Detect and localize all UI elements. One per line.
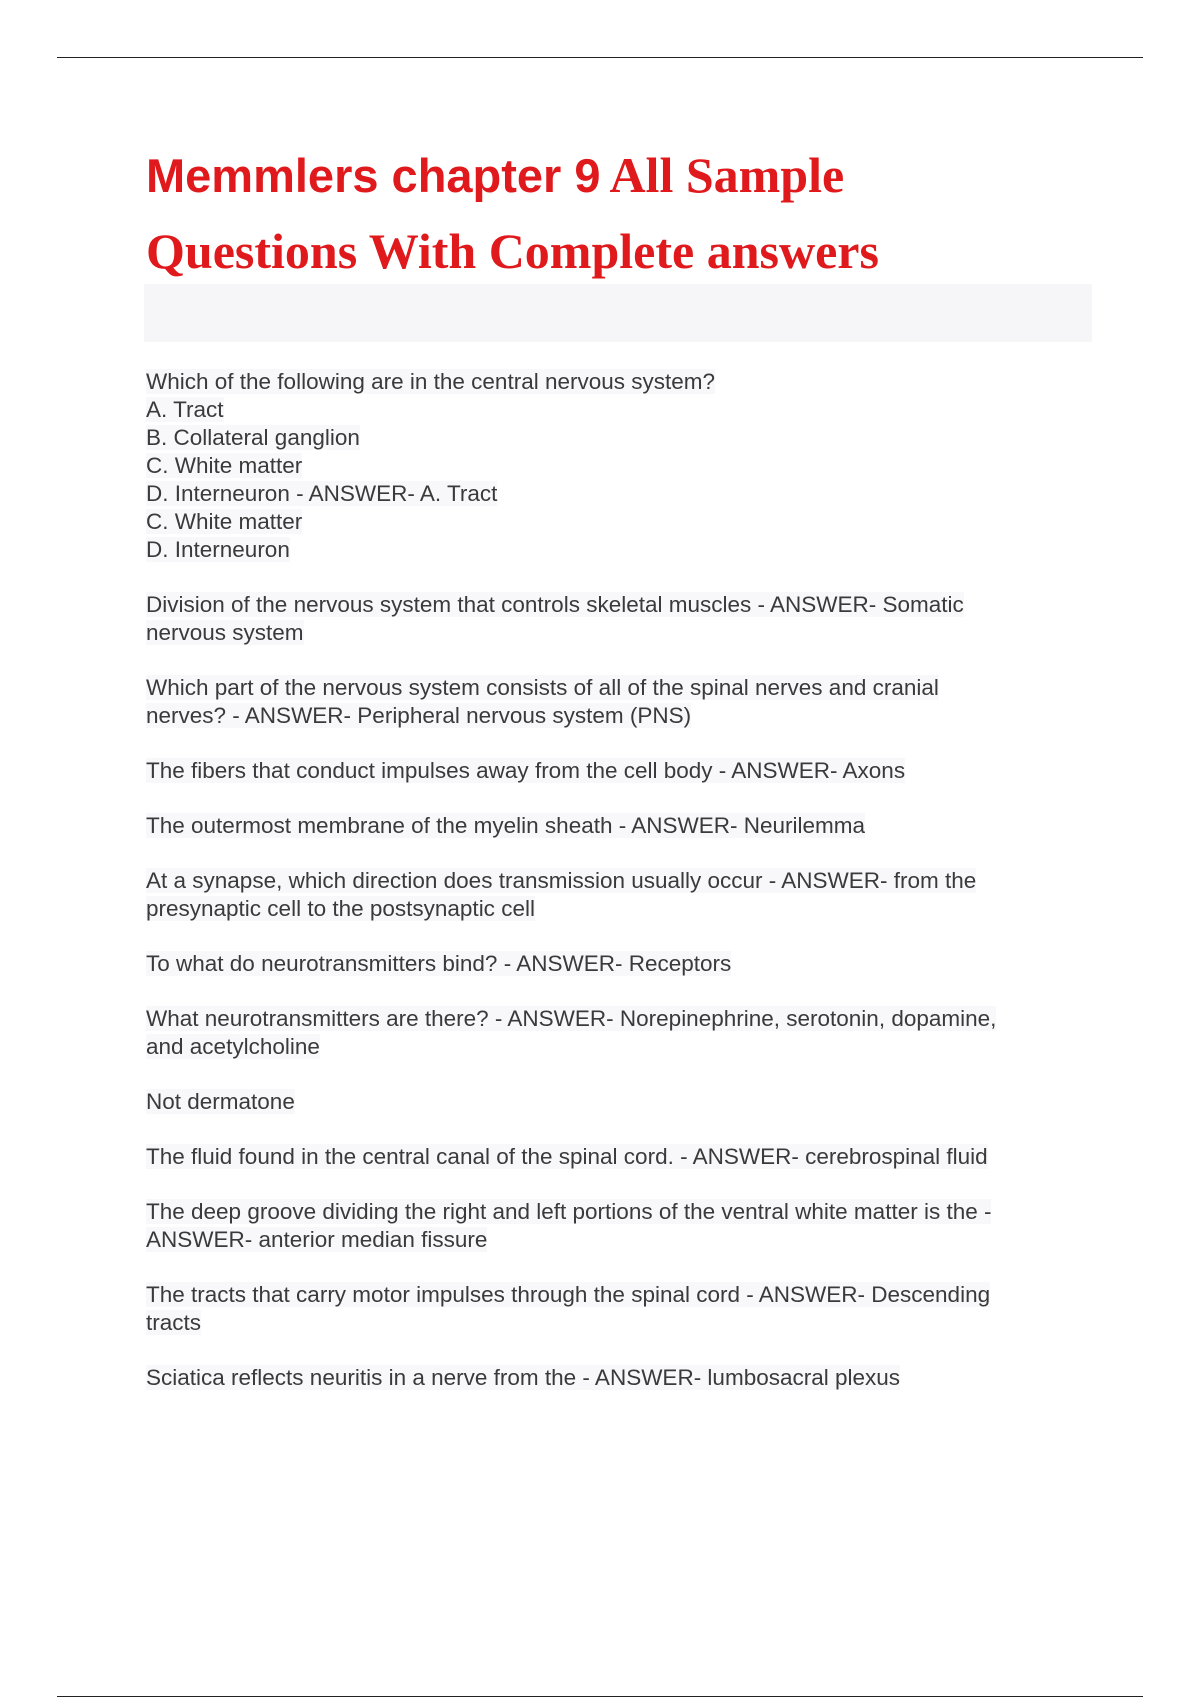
title-sans-part: Memmlers chapter 9 [146,149,601,202]
qa-text: The outermost membrane of the myelin sheath - ANSWER- Neurilemma [146,813,866,838]
title-serif-part-line1: All Sample [609,147,845,203]
qa-text: The fluid found in the central canal of the spinal cord. - ANSWER- cerebrospinal fluid [146,1144,988,1169]
qa-item [146,1143,1106,1171]
qa-text: Sciatica reflects neuritis in a nerve from the - ANSWER- lumbosacral plexus [146,1365,901,1390]
top-rule [57,57,1143,58]
bottom-rule [57,1696,1143,1697]
qa-text: Division of the nervous system that controls skeletal muscles - ANSWER- Somatic nervous system [146,592,964,645]
qa-item [146,1088,1106,1116]
qa-item [146,368,1106,564]
qa-list [146,368,1106,1419]
qa-text: Not dermatone [146,1089,295,1114]
document-title [146,140,1106,286]
qa-text: The tracts that carry motor impulses through the spinal cord - ANSWER- Descending tracts [146,1282,991,1335]
qa-item [146,1198,1106,1254]
qa-item [146,950,1106,978]
header-band [144,284,1092,342]
qa-text: At a synapse, which direction does transmission usually occur - ANSWER- from the presynaptic cell to the postsynaptic cell [146,868,977,921]
qa-item [146,757,1106,785]
qa-item [146,1364,1106,1392]
qa-item [146,1005,1106,1061]
qa-text: To what do neurotransmitters bind? - ANSWER- Receptors [146,951,732,976]
qa-item [146,812,1106,840]
qa-text: What neurotransmitters are there? - ANSWER- Norepinephrine, serotonin, dopamine, and acetylcholine [146,1006,997,1059]
qa-item [146,867,1106,923]
qa-text: Which part of the nervous system consists of all of the spinal nerves and cranial nerves? - ANSWER- Peripheral nervous system (PNS) [146,675,939,728]
qa-item [146,591,1106,647]
qa-text: The fibers that conduct impulses away from the cell body - ANSWER- Axons [146,758,906,783]
title-serif-part-line2: Questions With Complete answers [146,223,879,279]
qa-item [146,1281,1106,1337]
qa-text: The deep groove dividing the right and left portions of the ventral white matter is the - ANSWER- anterior median fissure [146,1199,992,1252]
qa-text: Which of the following are in the central nervous system? A. Tract B. Collateral ganglion C. White matter D. Interneuron - ANSWER- A. Tract C. White matter D. Interneuron [146,369,716,562]
qa-item [146,674,1106,730]
